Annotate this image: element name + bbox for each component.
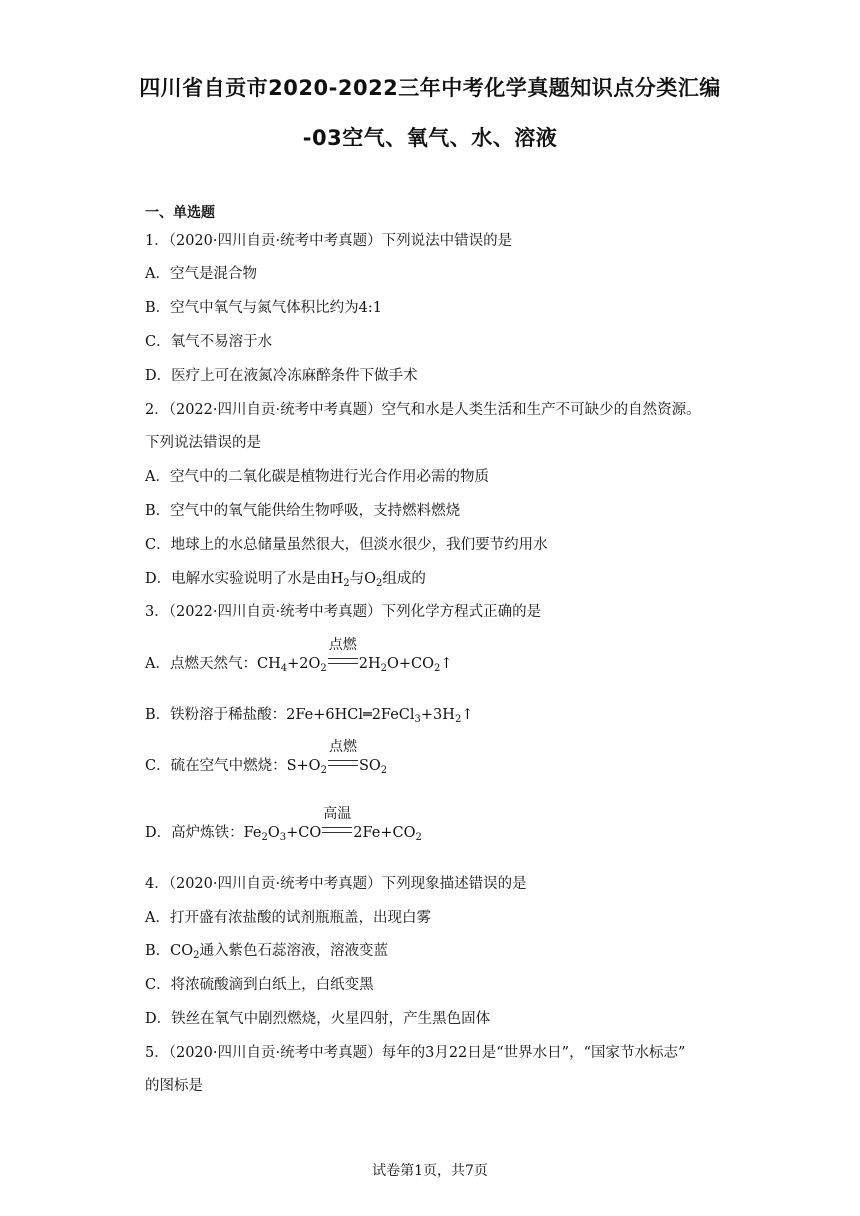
q3-stem: 3．（2022·四川自贡·统考中考真题）下列化学方程式正确的是 [145, 604, 542, 620]
q3-option-d: D．高炉炼铁：$Fe_2O_3+CO$ 高温 $2Fe+CO_2$ [145, 806, 422, 843]
page-footer: 试卷第1页，共7页 [372, 1163, 488, 1179]
q4-option-d: D．铁丝在氧气中剧烈燃烧，火星四射，产生黑色固体 [145, 1011, 491, 1027]
document-title-line-2: -03空气、氧气、水、溶液 [302, 126, 558, 150]
q1-option-b: B．空气中氧气与氮气体积比约为4:1 [145, 300, 382, 316]
reaction-condition-arrow: 高温 [321, 824, 353, 842]
q1-option-d: D．医疗上可在液氮冷冻麻醉条件下做手术 [145, 368, 418, 384]
q2-option-d: D．电解水实验说明了水是由$H_2$与$O_2$组成的 [145, 571, 426, 589]
q1-option-c: C．氧气不易溶于水 [145, 334, 273, 350]
q2-stem-line-1: 2．（2022·四川自贡·统考中考真题）空气和水是人类生活和生产不可缺少的自然资源。 [145, 402, 701, 418]
q4-option-b: B．$CO_2$通入紫色石蕊溶液，溶液变蓝 [145, 943, 389, 961]
q4-option-c: C．将浓硫酸滴到白纸上，白纸变黑 [145, 977, 374, 993]
q4-stem: 4．（2020·四川自贡·统考中考真题）下列现象描述错误的是 [145, 876, 527, 892]
q2-option-a: A．空气中的二氧化碳是植物进行光合作用必需的物质 [145, 469, 489, 485]
section-heading: 一、单选题 [145, 205, 215, 221]
q2-option-b: B．空气中的氧气能供给生物呼吸，支持燃料燃烧 [145, 503, 461, 519]
q3-option-c: C．硫在空气中燃烧：$S+O_2$ 点燃 $SO_2$ [145, 739, 388, 776]
q3-option-a: A．点燃天然气：$CH_4+2O_2$ 点燃 $2H_2O+CO_2↑$ [145, 637, 453, 674]
q1-stem: 1．（2020·四川自贡·统考中考真题）下列说法中错误的是 [145, 233, 513, 249]
q3-option-b: B．铁粉溶于稀盐酸：$2Fe+6HCl═2FeCl_3+3H_2↑$ [145, 707, 474, 725]
q5-stem-line-2: 的图标是 [145, 1078, 203, 1094]
q2-option-c: C．地球上的水总储量虽然很大，但淡水很少，我们要节约用水 [145, 537, 548, 553]
q2-stem-line-2: 下列说法错误的是 [145, 435, 261, 451]
q4-option-a: A．打开盛有浓盐酸的试剂瓶瓶盖，出现白雾 [145, 910, 431, 926]
q1-option-a: A．空气是混合物 [145, 266, 257, 282]
reaction-condition-arrow: 点燃 [327, 655, 359, 673]
q5-stem-line-1: 5．（2020·四川自贡·统考中考真题）每年的3月22日是“世界水日”，“国家节水标志” [145, 1045, 686, 1061]
document-title-line-1: 四川省自贡市2020-2022三年中考化学真题知识点分类汇编 [139, 76, 721, 100]
reaction-condition-arrow: 点燃 [327, 757, 359, 775]
